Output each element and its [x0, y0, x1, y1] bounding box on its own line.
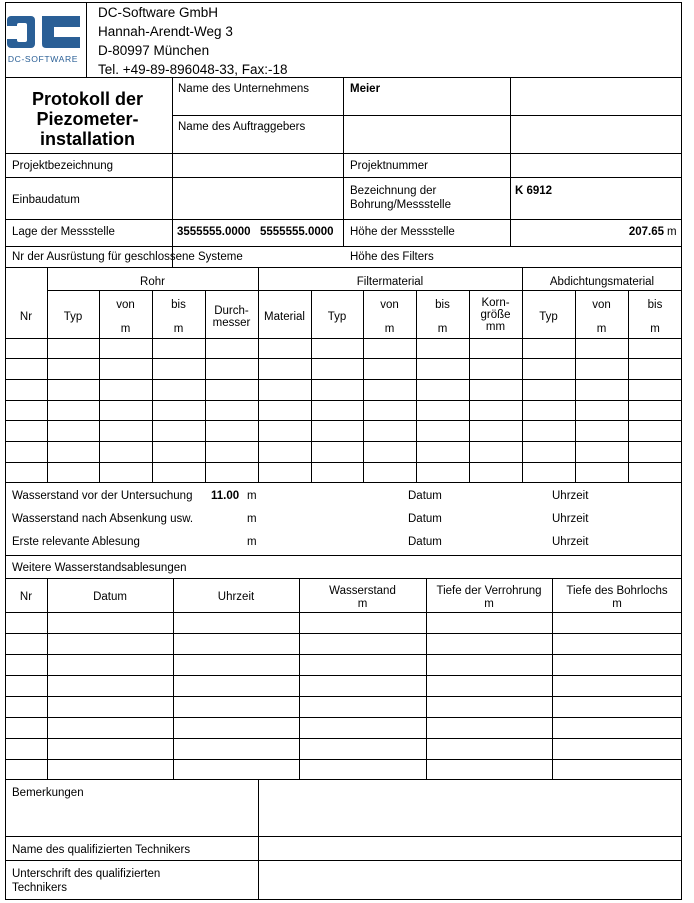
col-korn-3: mm	[485, 321, 506, 333]
col-durchmesser-2: messer	[212, 317, 251, 329]
grid-row-line	[5, 420, 682, 421]
divider	[172, 115, 682, 116]
col-abd-typ: Typ	[539, 311, 558, 323]
col-rohr-bis-unit: m	[173, 323, 184, 335]
divider	[5, 836, 682, 837]
wasserstand-vor-value[interactable]: 11.00	[211, 490, 240, 502]
col-korn-1: Korn-	[481, 297, 510, 309]
wasserstand-vor-label: Wasserstand vor der Untersuchung	[12, 490, 193, 502]
col-material: Material	[264, 311, 305, 323]
readings-col-wasserstand-unit: m	[357, 598, 368, 610]
group-rohr: Rohr	[140, 276, 165, 288]
wasserstand-nach-uhrzeit: Uhrzeit	[552, 513, 589, 525]
grid-column-line	[522, 267, 523, 482]
grid-row-line	[5, 654, 682, 655]
grid-row-line	[5, 358, 682, 359]
col-abd-von: von	[592, 299, 611, 311]
divider	[172, 77, 173, 267]
divider	[5, 219, 682, 220]
einbaudatum-label: Einbaudatum	[12, 194, 80, 206]
col-filter-bis-unit: m	[437, 323, 448, 335]
grid-column-line	[47, 267, 48, 482]
col-rohr-von: von	[116, 299, 135, 311]
divider	[5, 860, 682, 861]
grid-column-line	[363, 290, 364, 482]
lage-label: Lage der Messstelle	[12, 226, 115, 238]
grid-column-line	[152, 290, 153, 482]
divider	[510, 77, 511, 247]
techniker-label: Name des qualifizierten Technikers	[12, 844, 191, 856]
readings-col-bohrloch-unit: m	[612, 598, 622, 610]
company-street: Hannah-Arendt-Weg 3	[98, 24, 233, 39]
divider	[343, 77, 344, 247]
unternehmen-value[interactable]: Meier	[350, 83, 381, 95]
hoehe-value[interactable]: 207.65	[628, 226, 664, 238]
grid-row-line	[5, 612, 682, 613]
divider	[86, 2, 87, 77]
grid-column-line	[47, 578, 48, 779]
hoehe-label: Höhe der Messstelle	[350, 226, 455, 238]
bohrung-label-1: Bezeichnung der	[350, 185, 437, 197]
readings-col-verrohrung-unit: m	[484, 598, 494, 610]
col-filter-bis: bis	[435, 299, 450, 311]
page-title	[10, 89, 165, 149]
filterhoehe-label: Höhe des Filters	[350, 251, 434, 263]
lage-value-x[interactable]: 3555555.0000	[177, 226, 251, 238]
readings-title: Weitere Wasserstandsablesungen	[12, 562, 187, 574]
wasserstand-vor-datum: Datum	[408, 490, 442, 502]
erste-ablesung-label: Erste relevante Ablesung	[12, 536, 140, 548]
wasserstand-vor-uhrzeit: Uhrzeit	[552, 490, 589, 502]
col-abd-von-unit: m	[596, 323, 607, 335]
col-abd-bis-unit: m	[650, 323, 660, 335]
grid-row-line	[5, 696, 682, 697]
readings-col-uhrzeit: Uhrzeit	[217, 591, 255, 603]
col-abd-bis: bis	[647, 299, 663, 311]
grid-row-line	[5, 379, 682, 380]
wasserstand-nach-label: Wasserstand nach Absenkung usw.	[12, 513, 194, 525]
group-abdichtungsmaterial: Abdichtungsmaterial	[549, 276, 655, 288]
lage-value-y[interactable]: 5555555.0000	[260, 226, 334, 238]
company-city: D-80997 München	[98, 43, 210, 58]
col-rohr-typ: Typ	[63, 311, 83, 323]
grid-row-line	[5, 779, 682, 780]
grid-row-line	[5, 338, 682, 339]
wasserstand-vor-unit: m	[247, 490, 257, 502]
grid-column-line	[173, 578, 174, 779]
grid-column-line	[416, 290, 417, 482]
ausruestung-label: Nr der Ausrüstung für geschlossene Systeme	[12, 251, 243, 263]
erste-ablesung-datum: Datum	[408, 536, 442, 548]
readings-col-bohrloch: Tiefe des Bohrlochs	[566, 585, 668, 597]
logo-text: DC-SOFTWARE	[7, 54, 79, 64]
readings-col-wasserstand: Wasserstand	[329, 585, 396, 597]
col-filter-von-unit: m	[384, 323, 395, 335]
grid-row-line	[47, 290, 682, 291]
grid-row-line	[5, 462, 682, 463]
title-line-3: installation	[39, 129, 135, 149]
wasserstand-nach-datum: Datum	[408, 513, 442, 525]
grid-row-line	[5, 578, 682, 579]
title-line-2: Piezometer-	[36, 109, 139, 129]
col-durchmesser-1: Durch-	[214, 305, 249, 317]
grid-column-line	[575, 290, 576, 482]
col-rohr-bis: bis	[171, 299, 186, 311]
title-line-1: Protokoll der	[31, 89, 143, 109]
divider	[5, 177, 682, 178]
readings-col-datum: Datum	[93, 591, 127, 603]
erste-ablesung-unit: m	[247, 536, 257, 548]
col-korn-2: größe	[480, 309, 511, 321]
readings-col-verrohrung: Tiefe der Verrohrung	[436, 585, 542, 597]
grid-row-line	[5, 482, 682, 483]
unternehmen-label: Name des Unternehmens	[178, 83, 310, 95]
company-logo	[6, 13, 81, 65]
bohrung-value[interactable]: K 6912	[515, 185, 553, 197]
group-filtermaterial: Filtermaterial	[356, 276, 424, 288]
company-name: DC-Software GmbH	[98, 5, 219, 20]
unterschrift-label-1: Unterschrift des qualifizierten	[12, 868, 161, 880]
col-filter-typ: Typ	[327, 311, 347, 323]
grid-row-line	[5, 675, 682, 676]
grid-row-line	[5, 633, 682, 634]
col-nr: Nr	[19, 311, 33, 323]
bemerkungen-label: Bemerkungen	[12, 787, 84, 799]
projektbezeichnung-label: Projektbezeichnung	[12, 160, 114, 172]
grid-row-line	[5, 759, 682, 760]
grid-row-line	[5, 441, 682, 442]
projektnummer-label: Projektnummer	[350, 160, 428, 172]
grid-column-line	[628, 290, 629, 482]
col-rohr-von-unit: m	[120, 323, 131, 335]
readings-col-nr: Nr	[19, 591, 33, 603]
divider	[5, 246, 682, 247]
erste-ablesung-uhrzeit: Uhrzeit	[552, 536, 589, 548]
divider	[5, 153, 682, 154]
grid-column-line	[99, 290, 100, 482]
grid-column-line	[258, 267, 259, 482]
divider	[258, 779, 259, 900]
company-phone: Tel. +49-89-896048-33, Fax:-18	[98, 62, 288, 77]
divider	[5, 267, 682, 268]
col-filter-von: von	[380, 299, 399, 311]
hoehe-unit: m	[667, 226, 677, 238]
auftraggeber-label: Name des Auftraggebers	[178, 121, 306, 133]
bohrung-label-2: Bohrung/Messstelle	[350, 199, 451, 211]
grid-row-line	[5, 738, 682, 739]
grid-row-line	[5, 717, 682, 718]
grid-row-line	[5, 400, 682, 401]
unterschrift-label-2: Technikers	[12, 882, 67, 894]
divider	[5, 555, 682, 556]
wasserstand-nach-unit: m	[247, 513, 257, 525]
